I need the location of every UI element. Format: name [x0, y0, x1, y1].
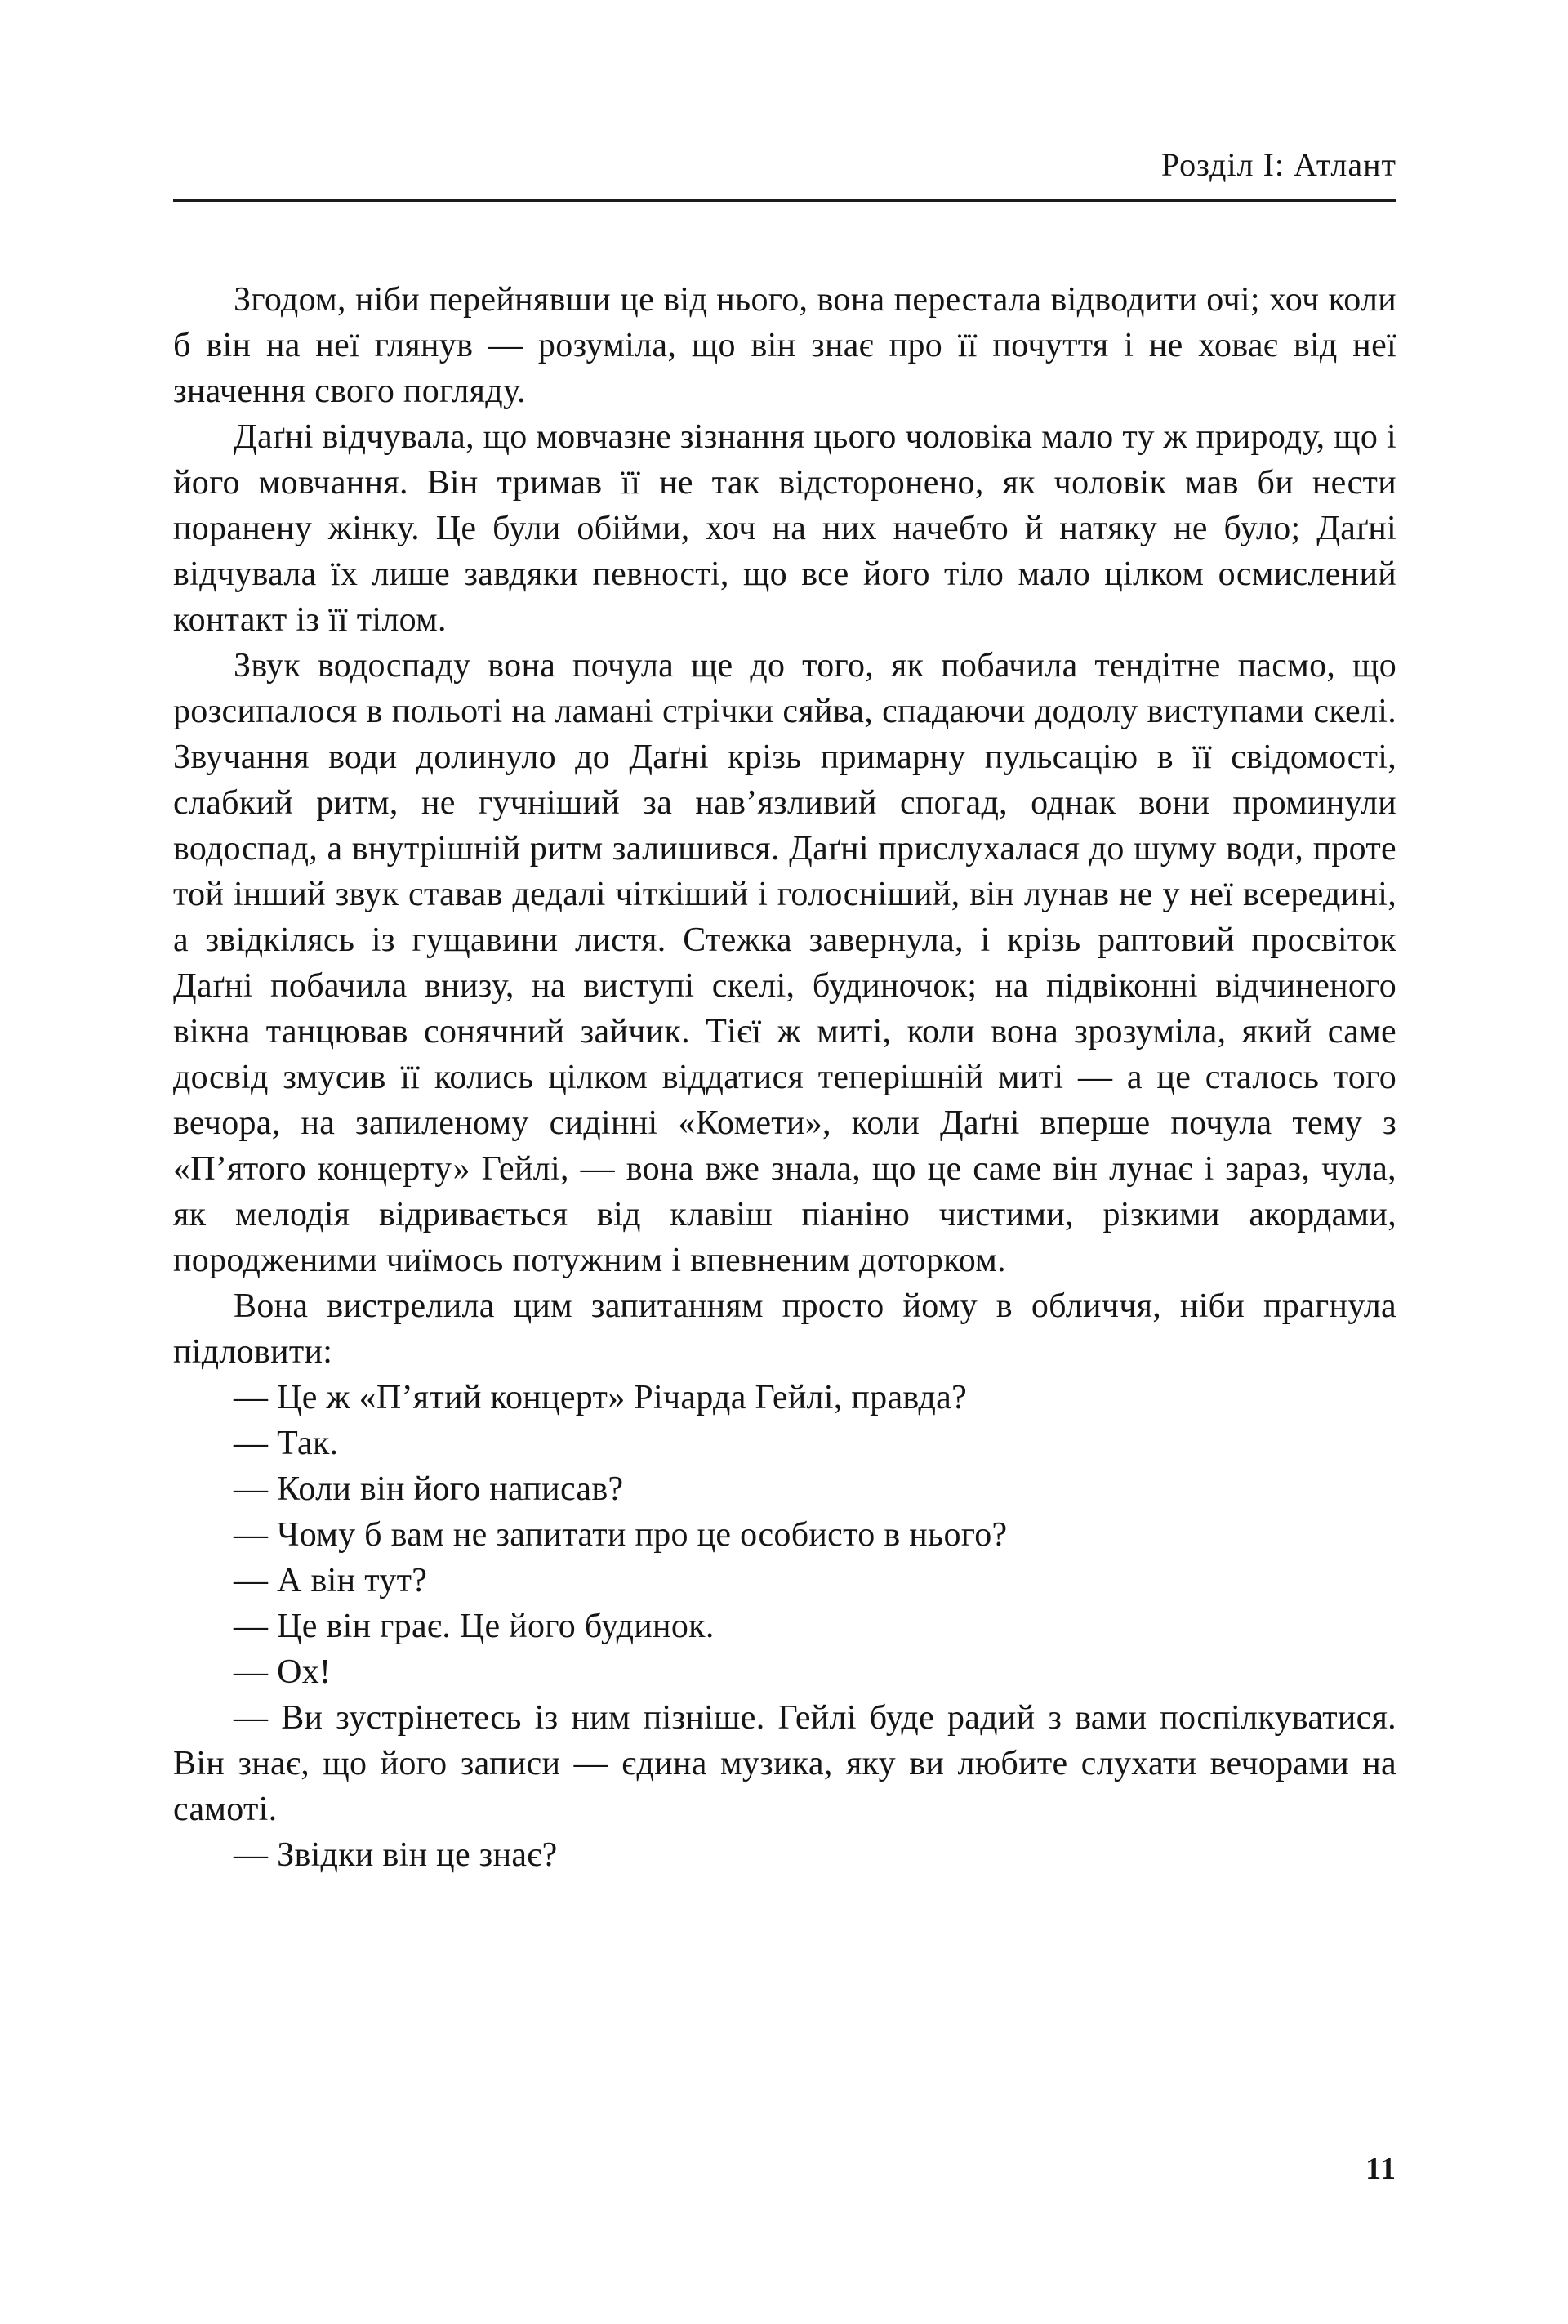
dialogue-line: — Так. — [234, 1425, 339, 1462]
page-content — [173, 0, 1396, 1878]
paragraph: Вона вистрелила цим запитанням просто йому в обличчя, ніби прагнула підловити: — [173, 1287, 1396, 1371]
running-header: Розділ І: Атлант — [1160, 146, 1396, 183]
dialogue-line: — Це ж «П’ятий концерт» Річарда Гейлі, правда? — [234, 1379, 968, 1416]
dialogue-line: — Це він грає. Це його будинок. — [234, 1608, 715, 1645]
paragraph: Згодом, ніби перейнявши це від нього, вона перестала відводити очі; хоч коли б він на неї глянув — розуміла, що він знає про її почуття і не ховає від неї значення свого погляду. — [173, 281, 1396, 410]
dialogue-line: — Ви зустрінетесь із ним пізніше. Гейлі буде радий з вами поспілкуватися. Він знає, що його записи — єдина музика, яку ви любите слухати вечорами на самоті. — [173, 1699, 1396, 1828]
dialogue-line: — А він тут? — [234, 1562, 428, 1599]
paragraph: Даґні відчувала, що мовчазне зізнання цього чоловіка мало ту ж природу, що і його мовчання. Він тримав її не так відсторонено, як чоловік мав би нести поранену жінку. Це були обійми, хоч на них начебто й натяку не було; Даґні відчувала їх лише завдяки певності, що все його тіло мало цілком осмислений контакт із її тілом. — [173, 418, 1396, 639]
paragraph: Звук водоспаду вона почула ще до того, як побачила тендітне пасмо, що розсипалося в польоті на ламані стрічки сяйва, спадаючи додолу виступами скелі. Звучання води долинуло до Даґні крізь примарну пульсацію в її свідомості, слабкий ритм, не гучніший за нав’язливий спогад, однак вони проминули водоспад, а внутрішній ритм залишився. Даґні прислухалася до шуму води, проте той інший звук ставав дедалі чіткіший і голосніший, він лунав не у неї всередині, а звідкілясь із гущавини листя. Стежка завернула, і крізь раптовий просвіток Даґні побачила внизу, на виступі скелі, будиночок; на підвіконні відчиненого вікна танцював сонячний зайчик. Тієї ж миті, коли вона зрозуміла, який саме досвід змусив її колись цілком віддатися теперішній миті — а це сталось того вечора, на запиленому сидінні «Комети», коли Даґні вперше почула тему з «П’ятого концерту» Гейлі, — вона вже знала, що це саме він лунає і зараз, чула, як мелодія відривається від клавіш піаніно чистими, різкими акордами, породженими чиїмось потужним і впевненим доторком. — [173, 647, 1396, 1279]
dialogue-line: — Коли він його написав? — [234, 1470, 624, 1508]
page-number: 11 — [1365, 2152, 1396, 2186]
dialogue-line: — Чому б вам не запитати про це особисто в нього? — [234, 1516, 1008, 1554]
body-text — [173, 277, 1396, 1878]
header-rule — [173, 199, 1396, 202]
dialogue-line: — Звідки він це знає? — [234, 1836, 558, 1874]
dialogue-line: — Ох! — [234, 1653, 332, 1691]
